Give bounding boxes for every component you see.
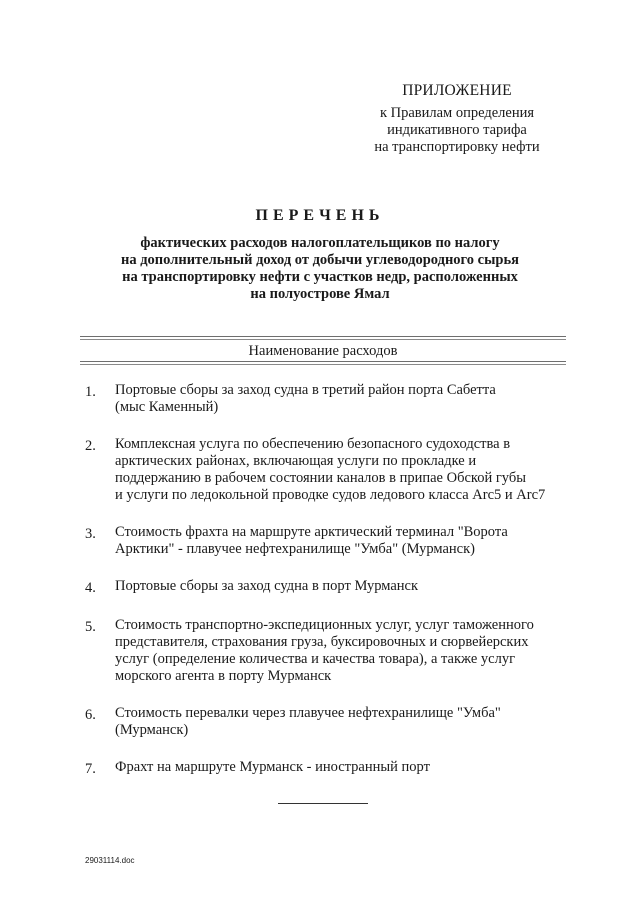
header-bottom-rule — [80, 361, 566, 362]
item-number: 4. — [85, 580, 96, 596]
subtitle-line: фактических расходов налогоплательщиков по налогу — [140, 235, 500, 251]
item-number: 3. — [85, 526, 96, 542]
item-line: представителя, страхования груза, буксировочных и сюрвейерских — [115, 634, 529, 650]
item-text — [115, 436, 565, 504]
item-text — [115, 382, 565, 416]
appendix-line: к Правилам определения — [379, 105, 535, 121]
item-line: услуг (определение количества и качества товара), а также услуг — [115, 651, 516, 667]
item-line: (Мурманск) — [115, 722, 189, 738]
item-text — [115, 524, 565, 558]
document-subtitle — [80, 235, 560, 303]
header-bottom-rule-second — [80, 364, 566, 365]
list-item — [85, 524, 565, 558]
appendix-line: индикативного тарифа — [387, 122, 527, 138]
end-divider — [278, 803, 368, 804]
table-top-rule-second — [80, 339, 566, 340]
item-text — [115, 617, 565, 685]
item-text — [115, 705, 565, 739]
column-header: Наименование расходов — [248, 343, 398, 359]
item-line: Стоимость перевалки через плавучее нефтехранилище "Умба" — [115, 705, 501, 721]
item-line: и услуги по ледокольной проводке судов ледового класса Arc5 и Arc7 — [115, 487, 546, 503]
item-number: 6. — [85, 707, 96, 723]
item-text — [115, 759, 565, 778]
document-title: ПЕРЕЧЕНЬ — [255, 207, 385, 224]
item-line: морского агента в порту Мурманск — [115, 668, 332, 684]
subtitle-line: на транспортировку нефти с участков недр, расположенных — [122, 269, 518, 285]
item-number: 7. — [85, 761, 96, 777]
item-line: поддержанию в рабочем состоянии каналов в припае Обской губы — [115, 470, 526, 486]
table-top-rule — [80, 336, 566, 337]
footer-filename: 29031114.doc — [85, 856, 135, 865]
item-number: 1. — [85, 384, 96, 400]
item-line: Комплексная услуга по обеспечению безопасного судоходства в — [115, 436, 511, 452]
list-item — [85, 436, 565, 504]
list-item — [85, 759, 565, 778]
subtitle-line: на дополнительный доход от добычи углеводородного сырья — [120, 252, 519, 268]
list-item — [85, 382, 565, 416]
appendix-title: ПРИЛОЖЕНИЕ — [402, 82, 512, 99]
item-line: Портовые сборы за заход судна в порт Мурманск — [115, 578, 419, 594]
list-item — [85, 578, 565, 597]
list-item — [85, 617, 565, 685]
list-item — [85, 705, 565, 739]
item-line: Портовые сборы за заход судна в третий район порта Сабетта — [115, 382, 496, 398]
appendix-line: на транспортировку нефти — [374, 139, 540, 155]
item-line: (мыс Каменный) — [115, 399, 219, 415]
expense-list — [85, 382, 565, 778]
item-number: 2. — [85, 438, 96, 454]
appendix-block — [362, 82, 552, 156]
item-line: Арктики" - плавучее нефтехранилище "Умба" (Мурманск) — [115, 541, 475, 557]
item-number: 5. — [85, 619, 96, 635]
item-line: Стоимость фрахта на маршруте арктический терминал "Ворота — [115, 524, 508, 540]
item-line: арктических районах, включающая услуги по прокладке и — [115, 453, 477, 469]
item-line: Стоимость транспортно-экспедиционных услуг, услуг таможенного — [115, 617, 534, 633]
item-text — [115, 578, 565, 597]
item-line: Фрахт на маршруте Мурманск - иностранный порт — [115, 759, 430, 775]
subtitle-line: на полуострове Ямал — [250, 286, 390, 302]
